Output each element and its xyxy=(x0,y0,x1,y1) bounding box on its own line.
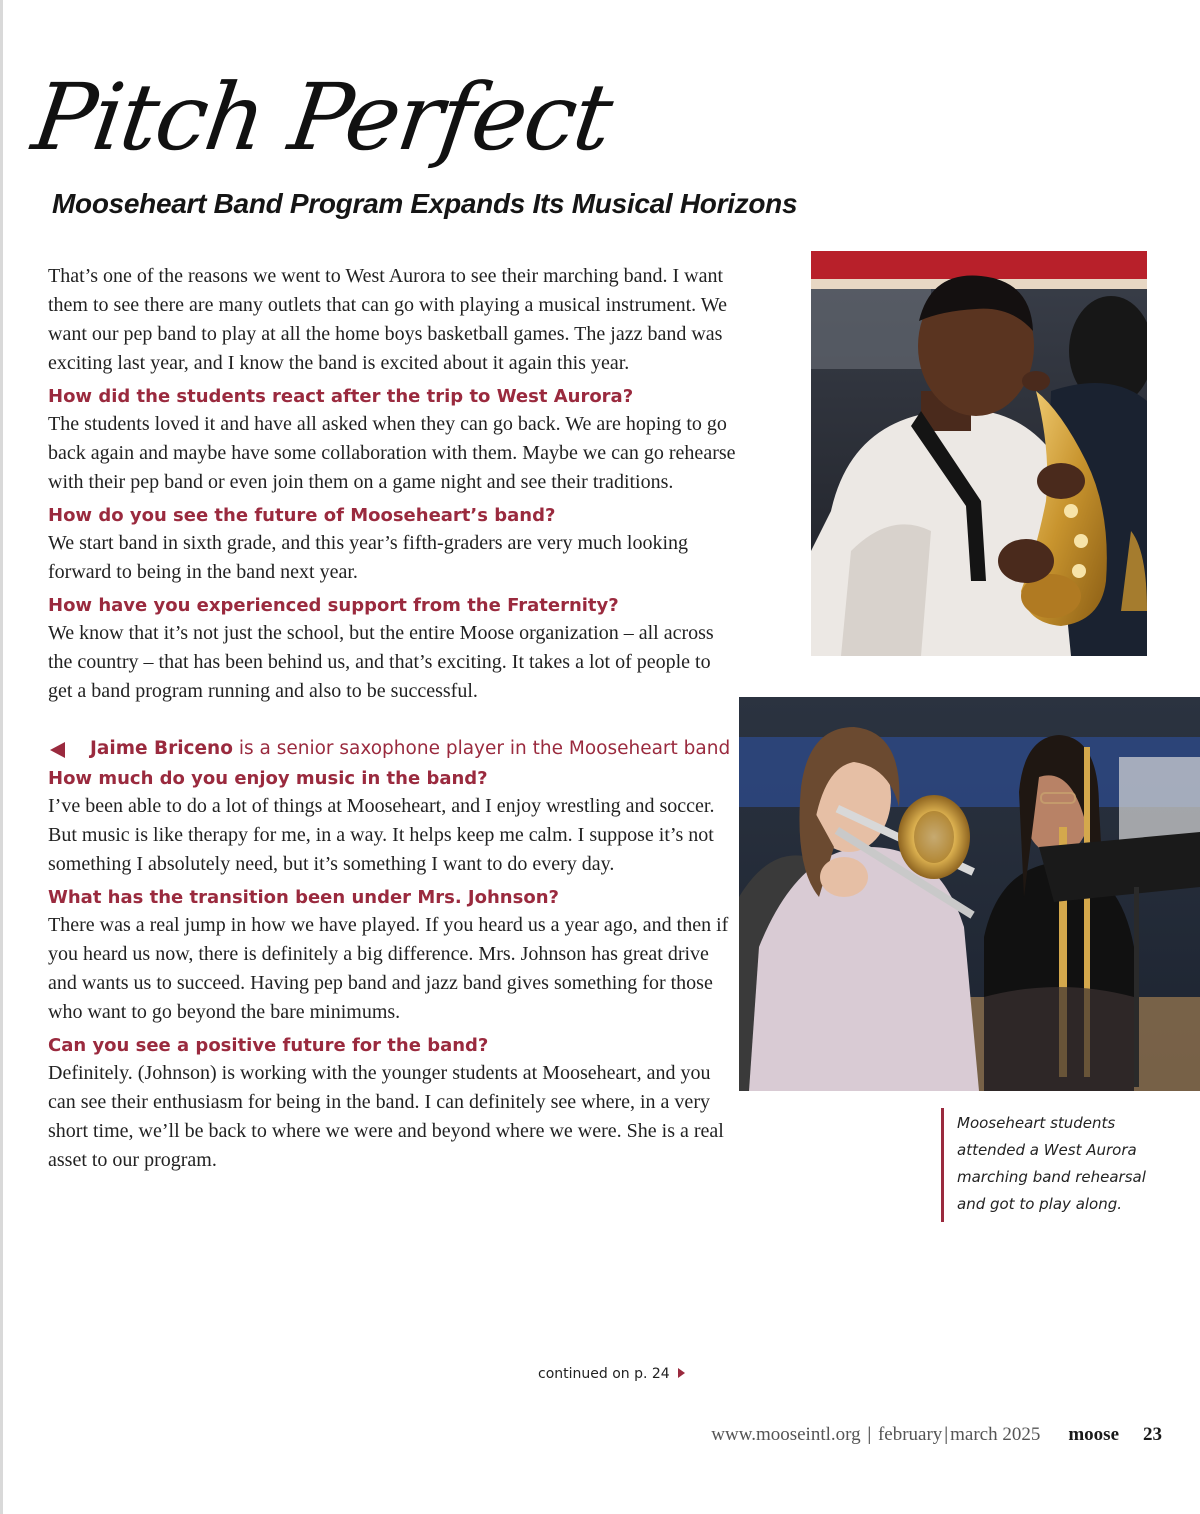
footer-separator: | xyxy=(862,1424,876,1445)
footer-month-1: february xyxy=(877,1424,943,1445)
answer-paragraph: There was a real jump in how we have played. If you heard us a year ago, and then if you heard us now, there is definitely a big difference. Mrs. Johnson has great drive and wants us to succeed. Having pep band and jazz band gives something for those who want to go beyond the bare minimums. xyxy=(48,914,729,1023)
interviewee-description: is a senior saxophone player in the Mooseheart band xyxy=(232,738,731,759)
page-number: 23 xyxy=(1143,1424,1162,1445)
question-heading: What has the transition been under Mrs. Johnson? xyxy=(48,887,559,908)
photo-trombone-players xyxy=(739,697,1200,1091)
article-body xyxy=(48,262,738,1181)
question-heading: How do you see the future of Mooseheart’s band? xyxy=(48,505,556,526)
right-arrow-icon xyxy=(678,1368,685,1378)
photo-caption: Mooseheart students attended a West Aurora marching band rehearsal and got to play along. xyxy=(941,1108,1171,1222)
question-heading: How have you experienced support from the Fraternity? xyxy=(48,595,619,616)
answer-paragraph: We start band in sixth grade, and this year’s fifth-graders are very much looking forward to being in the band next year. xyxy=(48,532,689,583)
answer-paragraph: I’ve been able to do a lot of things at Mooseheart, and I enjoy wrestling and soccer. But music is like therapy for me, in a way. It helps keep me calm. I suppose it’s not something I absolutely need, but it’s something I want to do every day. xyxy=(48,795,715,875)
page-title: Pitch Perfect xyxy=(26,64,618,171)
continued-notice[interactable] xyxy=(538,1366,685,1382)
continued-text: continued on p. 24 xyxy=(538,1366,670,1382)
saxophone-photo-illustration xyxy=(811,251,1147,656)
interviewee-intro xyxy=(48,736,738,762)
question-heading: Can you see a positive future for the band? xyxy=(48,1035,489,1056)
answer-paragraph: The students loved it and have all asked when they can go back. We are hoping to go back again and maybe have some collaboration with them. Maybe we can go rehearse with their pep band or even join them on a game night and see their traditions. xyxy=(48,413,736,493)
page-subtitle: Mooseheart Band Program Expands Its Musical Horizons xyxy=(52,188,798,219)
page-footer xyxy=(711,1424,1162,1446)
answer-paragraph: We know that it’s not just the school, but the entire Moose organization – all across the country – that has been behind us, and that’s exciting. It takes a lot of people to get a band program running and also to be successful. xyxy=(48,622,714,702)
footer-brand: moose xyxy=(1068,1424,1119,1445)
paragraph-intro: That’s one of the reasons we went to West Aurora to see their marching band. I want them to see there are many outlets that can go with playing a musical instrument. We want our pep band to play at all the home boys basketball games. The jazz band was exciting last year, and I know the band is excited about it again this year. xyxy=(48,265,727,374)
footer-separator: | xyxy=(944,1424,949,1445)
page-edge xyxy=(0,0,3,1514)
interviewee-name: Jaime Briceno xyxy=(90,738,233,759)
question-heading: How did the students react after the trip to West Aurora? xyxy=(48,386,634,407)
trombone-photo-illustration xyxy=(739,697,1200,1091)
footer-url[interactable]: www.mooseintl.org xyxy=(711,1424,861,1445)
question-heading: How much do you enjoy music in the band? xyxy=(48,768,488,789)
footer-month-2: march 2025 xyxy=(950,1424,1041,1445)
photo-saxophone-player xyxy=(811,251,1147,656)
answer-paragraph: Definitely. (Johnson) is working with the younger students at Mooseheart, and you can see their enthusiasm for being in the band. I can definitely see where, in a very short time, we’ll be back to where we were and beyond where we were. She is a real asset to our program. xyxy=(48,1062,724,1171)
left-arrow-icon xyxy=(50,742,65,758)
